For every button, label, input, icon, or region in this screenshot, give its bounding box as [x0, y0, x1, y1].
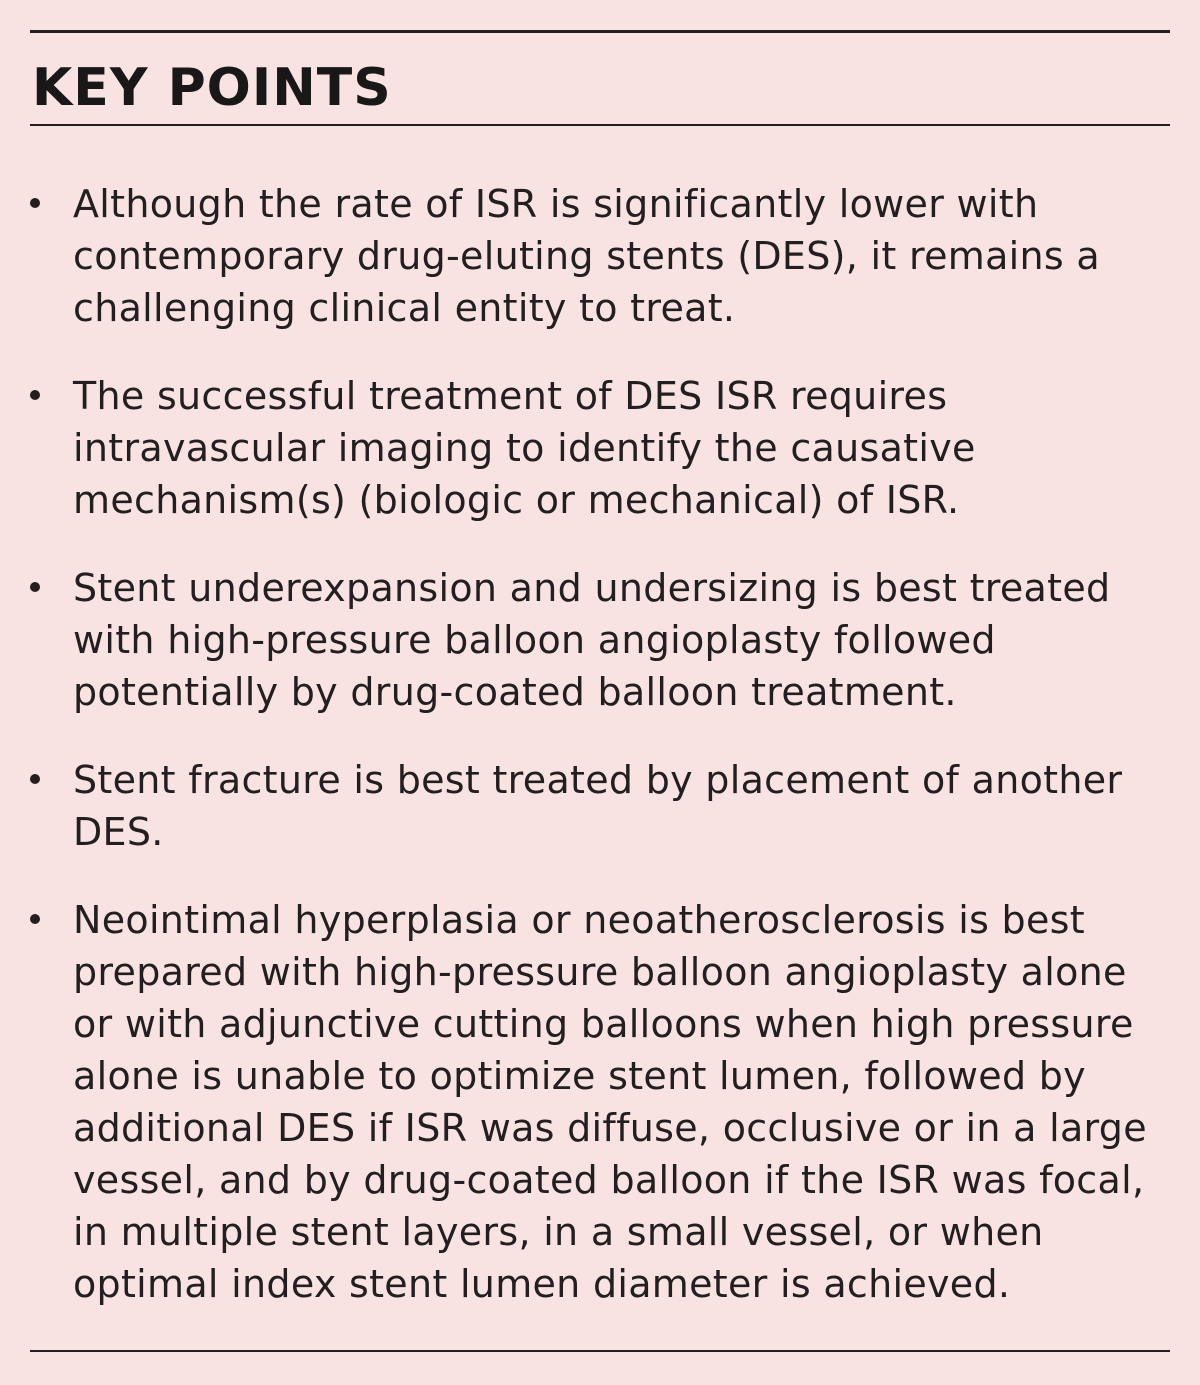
- key-point-5: [30, 894, 1170, 1310]
- key-point-1: [30, 178, 1170, 334]
- key-point-2: [30, 370, 1170, 526]
- key-points-title: KEY POINTS: [32, 58, 392, 118]
- key-points-list: [30, 178, 1170, 1346]
- key-point-3: [30, 562, 1170, 718]
- top-rule: [30, 30, 1170, 33]
- bullet-icon: [30, 914, 40, 924]
- bullet-icon: [30, 582, 40, 592]
- key-point-text: Stent fracture is best treated by placement of another DES.: [73, 758, 1123, 854]
- key-point-text: Stent underexpansion and undersizing is best treated with high-pressure balloon angioplasty followed potentially by drug-coated balloon treatment.: [73, 566, 1111, 714]
- key-point-4: [30, 754, 1170, 858]
- key-point-text: Neointimal hyperplasia or neoatherosclerosis is best prepared with high-pressure balloon angioplasty alone or with adjunctive cutting balloons when high pressure alone is unable to optimize stent lumen, followed by additional DES if ISR was diffuse, occlusive or in a large vessel, and by drug-coated balloon if the ISR was focal, in multiple stent layers, in a small vessel, or when optimal index stent lumen diameter is achieved.: [73, 898, 1147, 1306]
- bullet-icon: [30, 774, 40, 784]
- key-point-text: Although the rate of ISR is significantly lower with contemporary drug-eluting stents (DES), it remains a challenging clinical entity to treat.: [73, 182, 1100, 330]
- bullet-icon: [30, 198, 40, 208]
- bullet-icon: [30, 390, 40, 400]
- bottom-rule: [30, 1350, 1170, 1352]
- key-points-box: [30, 30, 1170, 1352]
- title-rule: [30, 124, 1170, 126]
- key-point-text: The successful treatment of DES ISR requires intravascular imaging to identify the causative mechanism(s) (biologic or mechanical) of ISR.: [73, 374, 976, 522]
